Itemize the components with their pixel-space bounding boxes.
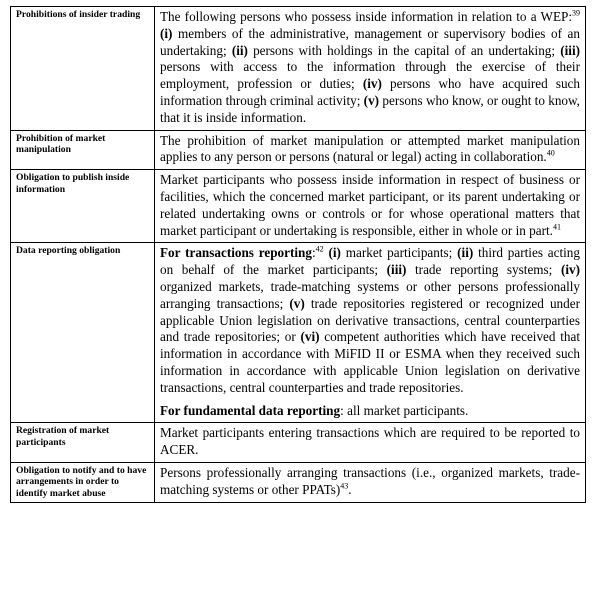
table-row — [11, 243, 586, 423]
row-description — [155, 462, 586, 503]
bold-text: (iv) — [362, 76, 382, 92]
text-run: members of the administrative, management or supervisory bodies of an undertaking; — [160, 25, 580, 58]
text-run: Market participants entering transactions which are required to be reported to ACER. — [160, 425, 580, 458]
footnote-ref: 41 — [552, 222, 561, 232]
row-label: Prohibition of market manipulation — [11, 130, 155, 170]
row-description — [155, 7, 586, 131]
text-run: Market participants who possess inside information in respect of business or facilities, which the concerned market participant, or its parent undertaking or related undertaking owns or controls or for whose operational matters that market participant or undertaking is responsible, either in whole or in part. — [160, 172, 580, 238]
fundamental-data-paragraph — [160, 403, 580, 420]
bold-text: (v) — [363, 92, 380, 108]
text-run: third parties acting on behalf of the market participants; — [160, 245, 580, 278]
bold-text: (v) — [289, 295, 305, 311]
bold-text: (vi) — [300, 329, 320, 345]
row-label: Data reporting obligation — [11, 243, 155, 423]
row-description — [155, 170, 586, 243]
text-run: Persons professionally arranging transactions (i.e., organized markets, trade-matching systems or other PPATs) — [160, 464, 580, 497]
bold-text: (iii) — [560, 42, 581, 58]
text-run: trade reporting systems; — [406, 262, 561, 278]
footnote-ref: 39 — [572, 8, 580, 18]
bold-text: (ii) — [231, 42, 248, 58]
text-run: The prohibition of market manipulation or attempted market manipulation applies to any person or persons (natural or legal) acting in collaboration. — [160, 132, 580, 165]
bold-text: (i) — [328, 245, 341, 261]
text-run: organized markets, trade-matching systems or other persons professionally arranging transactions; — [160, 278, 580, 311]
bold-text: (i) — [160, 25, 173, 41]
row-description — [155, 130, 586, 170]
text-run: persons who know, or ought to know, that it is inside information. — [160, 92, 580, 125]
text-run: persons with holdings in the capital of an undertaking; — [247, 42, 561, 58]
table-row — [11, 130, 586, 170]
bold-text: For fundamental data reporting — [160, 402, 341, 418]
text-run: . — [348, 481, 352, 497]
bold-text: (iv) — [560, 262, 580, 278]
bold-text: For transactions reporting — [160, 245, 312, 261]
obligations-table — [10, 6, 586, 503]
text-run: The following persons who possess inside information in relation to a WEP: — [160, 9, 572, 24]
row-label: Obligation to notify and to have arrangements in order to identify market abuse — [11, 462, 155, 503]
text-run: : all market participants. — [340, 402, 469, 418]
row-description — [155, 423, 586, 463]
bold-text: (ii) — [457, 245, 474, 261]
text-run: persons with access to the information through the exercise of their employment, profession or duties; — [160, 59, 580, 92]
row-description — [155, 243, 586, 423]
obligations-table-body — [11, 7, 586, 503]
row-label: Prohibitions of insider trading — [11, 7, 155, 131]
text-run: persons who have acquired such information through criminal activity; — [160, 76, 581, 108]
footnote-ref: 42 — [315, 244, 324, 254]
transactions-reporting-paragraph — [160, 245, 580, 396]
table-row — [11, 462, 586, 503]
table-row — [11, 7, 586, 131]
text-run: market participants; — [340, 245, 458, 261]
table-row — [11, 423, 586, 463]
text-run: competent authorities which have received that information in accordance with MiFID II or ESMA when they received such information in accordance with applicable Union legislation on derivative transactions, central counterparties and trade repositories. — [160, 329, 580, 395]
bold-text: (iii) — [386, 262, 407, 278]
text-run: trade repositories registered or recognized under applicable Union legislation on derivative transactions, central counterparties and trade repositories; or — [160, 295, 580, 345]
table-row — [11, 170, 586, 243]
row-label: Obligation to publish inside information — [11, 170, 155, 243]
text-run: : — [311, 245, 316, 261]
footnote-ref: 43 — [340, 481, 349, 491]
footnote-ref: 40 — [546, 148, 555, 158]
row-label: Registration of market participants — [11, 423, 155, 463]
